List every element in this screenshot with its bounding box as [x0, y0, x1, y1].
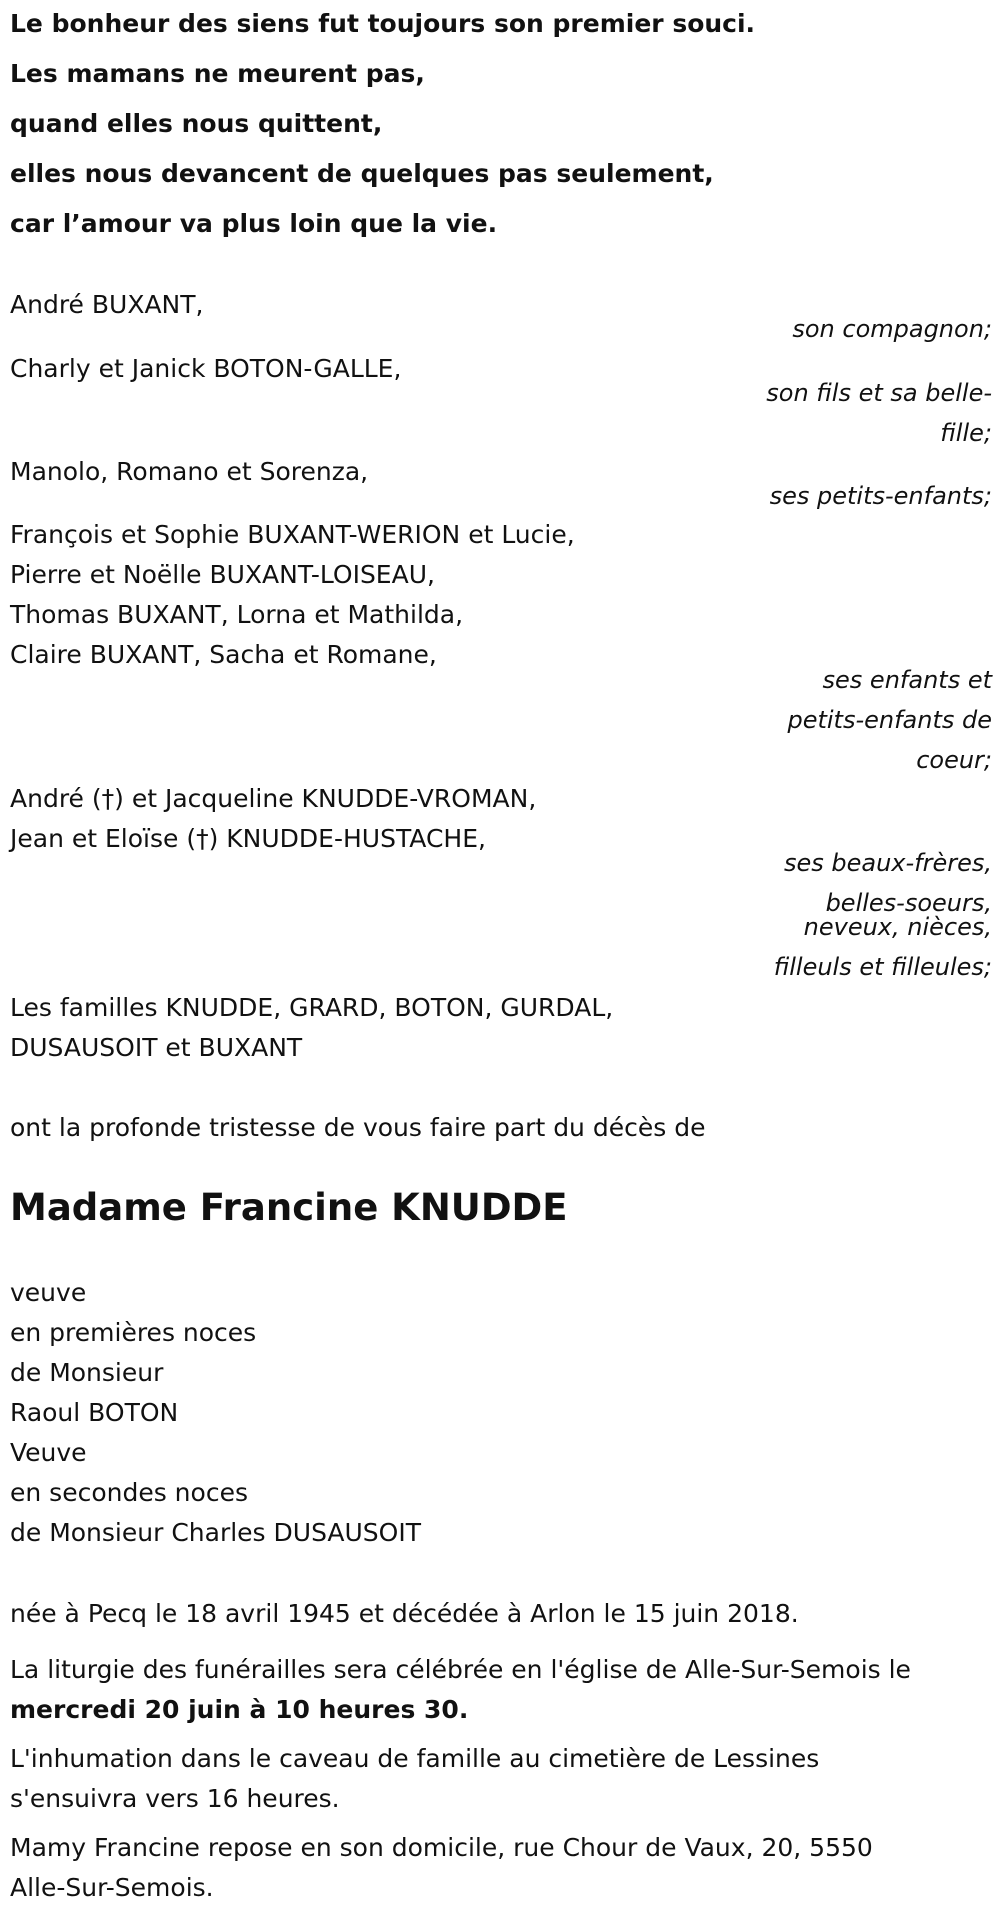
family-andre: André BUXANT, — [10, 290, 204, 319]
family-charly: Charly et Janick BOTON-GALLE, — [10, 354, 402, 383]
burial-line-1: L'inhumation dans le caveau de famille au cimetière de Lessines — [10, 1744, 820, 1773]
role-coeur-line-3: coeur; — [916, 746, 992, 774]
birth-death-text: née à Pecq le 18 avril 1945 et décédée à Arlon le 15 juin 2018. — [10, 1599, 799, 1628]
role-beaux-line-1: ses beaux-frères, — [783, 849, 992, 877]
widow-line-6: en secondes noces — [10, 1478, 248, 1507]
family-manolo: Manolo, Romano et Sorenza, — [10, 457, 369, 486]
poem-line-5: car l’amour va plus loin que la vie. — [10, 209, 498, 238]
role-compagnon: son compagnon; — [792, 315, 992, 343]
family-pierre: Pierre et Noëlle BUXANT-LOISEAU, — [10, 560, 435, 589]
rest-line-1: Mamy Francine repose en son domicile, rue Chour de Vaux, 20, 5550 — [10, 1833, 873, 1862]
widow-line-3: de Monsieur — [10, 1358, 164, 1387]
role-beaux-line-3: neveux, nièces, — [803, 913, 992, 941]
role-beaux-line-2: belles-soeurs, — [825, 889, 992, 917]
family-andre-jacqueline: André (†) et Jacqueline KNUDDE-VROMAN, — [10, 784, 537, 813]
poem-line-3: quand elles nous quittent, — [10, 109, 383, 138]
deceased-name: Madame Francine KNUDDE — [10, 1186, 568, 1229]
liturgy-line-2: mercredi 20 juin à 10 heures 30. — [10, 1695, 469, 1724]
role-fils-line-1: son fils et sa belle- — [766, 379, 992, 407]
family-familles-line-2: DUSAUSOIT et BUXANT — [10, 1033, 303, 1062]
poem-line-4: elles nous devancent de quelques pas seulement, — [10, 159, 714, 188]
role-petits-enfants: ses petits-enfants; — [769, 482, 992, 510]
family-familles-line-1: Les familles KNUDDE, GRARD, BOTON, GURDAL, — [10, 993, 614, 1022]
rest-line-2: Alle-Sur-Semois. — [10, 1873, 214, 1902]
burial-line-2: s'ensuivra vers 16 heures. — [10, 1784, 340, 1813]
family-jean-eloise: Jean et Eloïse (†) KNUDDE-HUSTACHE, — [10, 824, 486, 853]
announcement-text: ont la profonde tristesse de vous faire part du décès de — [10, 1113, 706, 1142]
poem-line-2: Les mamans ne meurent pas, — [10, 59, 425, 88]
role-coeur-line-2: petits-enfants de — [787, 706, 992, 734]
role-fils-line-2: fille; — [940, 419, 992, 447]
family-francois: François et Sophie BUXANT-WERION et Lucie, — [10, 520, 575, 549]
role-beaux-line-4: filleuls et filleules; — [773, 953, 992, 981]
widow-line-4: Raoul BOTON — [10, 1398, 179, 1427]
poem-line-1: Le bonheur des siens fut toujours son premier souci. — [10, 9, 756, 38]
role-coeur-line-1: ses enfants et — [822, 666, 992, 694]
liturgy-line-1: La liturgie des funérailles sera célébrée en l'église de Alle-Sur-Semois le — [10, 1655, 911, 1684]
family-claire: Claire BUXANT, Sacha et Romane, — [10, 640, 437, 669]
widow-line-7: de Monsieur Charles DUSAUSOIT — [10, 1518, 421, 1547]
widow-line-5: Veuve — [10, 1438, 87, 1467]
widow-line-2: en premières noces — [10, 1318, 257, 1347]
widow-line-1: veuve — [10, 1278, 87, 1307]
family-thomas: Thomas BUXANT, Lorna et Mathilda, — [10, 600, 464, 629]
